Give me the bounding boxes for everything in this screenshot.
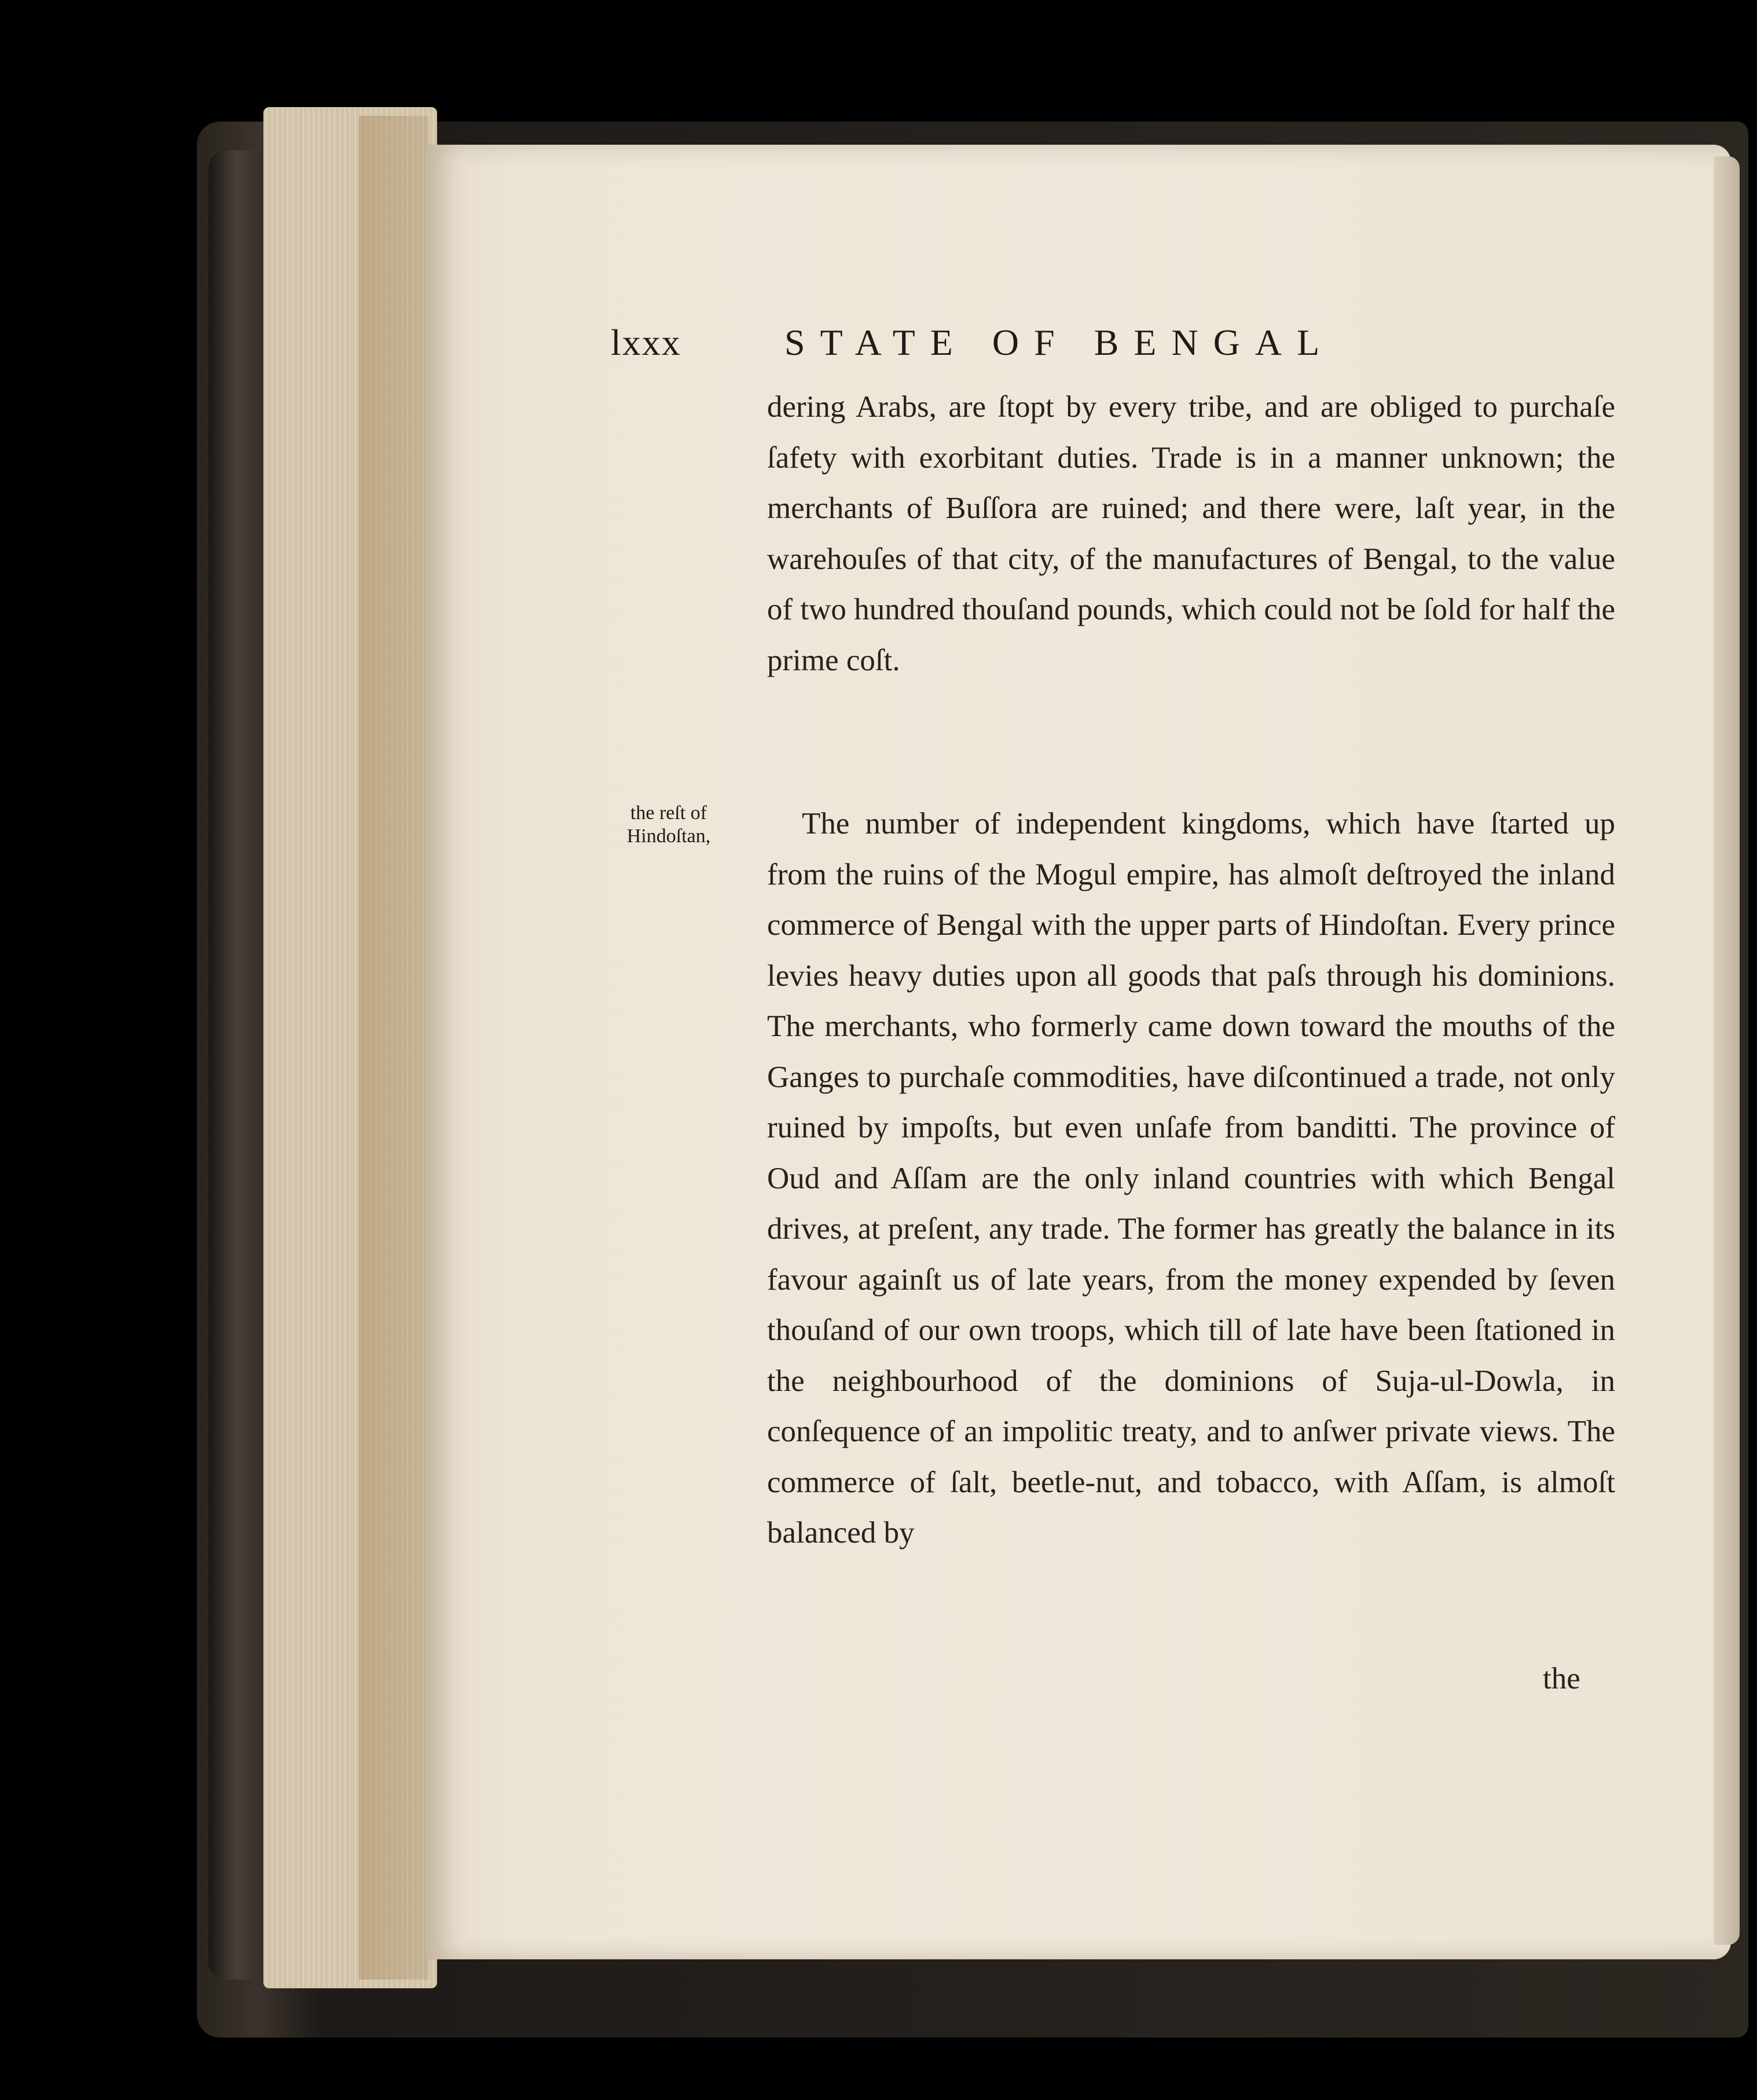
page-header: [611, 321, 1624, 385]
catchword: the: [1543, 1662, 1580, 1695]
running-head: STATE OF BENGAL: [784, 322, 1335, 363]
margin-note-line-2: Hindoſtan,: [626, 825, 711, 847]
page-right-edge: [1714, 156, 1740, 1945]
margin-note: [611, 802, 727, 848]
paragraph-2: The number of independent kingdoms, which have ſtarted up from the ruins of the Mogul empire, has almoſt deſtroyed the inland commerce of Bengal with the upper parts of Hindoſtan. Every prince levies heavy duties upon all goods that paſs through his dominions. The merchants, who formerly came down toward the mouths of the Ganges to purchaſe commodities, have diſcontinued a trade, not only ruined by impoſts, but even unſafe from banditti. The province of Oud and Aſſam are the only inland countries with which Bengal drives, at preſent, any trade. The former has greatly the balance in its favour againſt us of late years, from the money expended by ſeven thouſand of our own troops, which till of late have been ſtationed in the neighbourhood of the dominions of Suja-ul-Dowla, in conſequence of an impolitic treaty, and to anſwer private views. The commerce of ſalt, beetle-nut, and tobacco, with Aſſam, is almoſt balanced by: [767, 807, 1615, 1550]
page-block-stain: [359, 116, 428, 1980]
paragraph-1: dering Arabs, are ſtopt by every tribe, and are obliged to purchaſe ſafety with exorbitant duties. Trade is in a manner unknown; the merchants of Buſſora are ruined; and there were, laſt year, in the warehouſes of that city, of the manufactures of Bengal, to the value of two hundred thouſand pounds, which could not be ſold for half the prime coſt.: [767, 390, 1615, 677]
margin-note-line-1: the reſt of: [630, 802, 707, 824]
page-number: lxxx: [611, 322, 681, 363]
